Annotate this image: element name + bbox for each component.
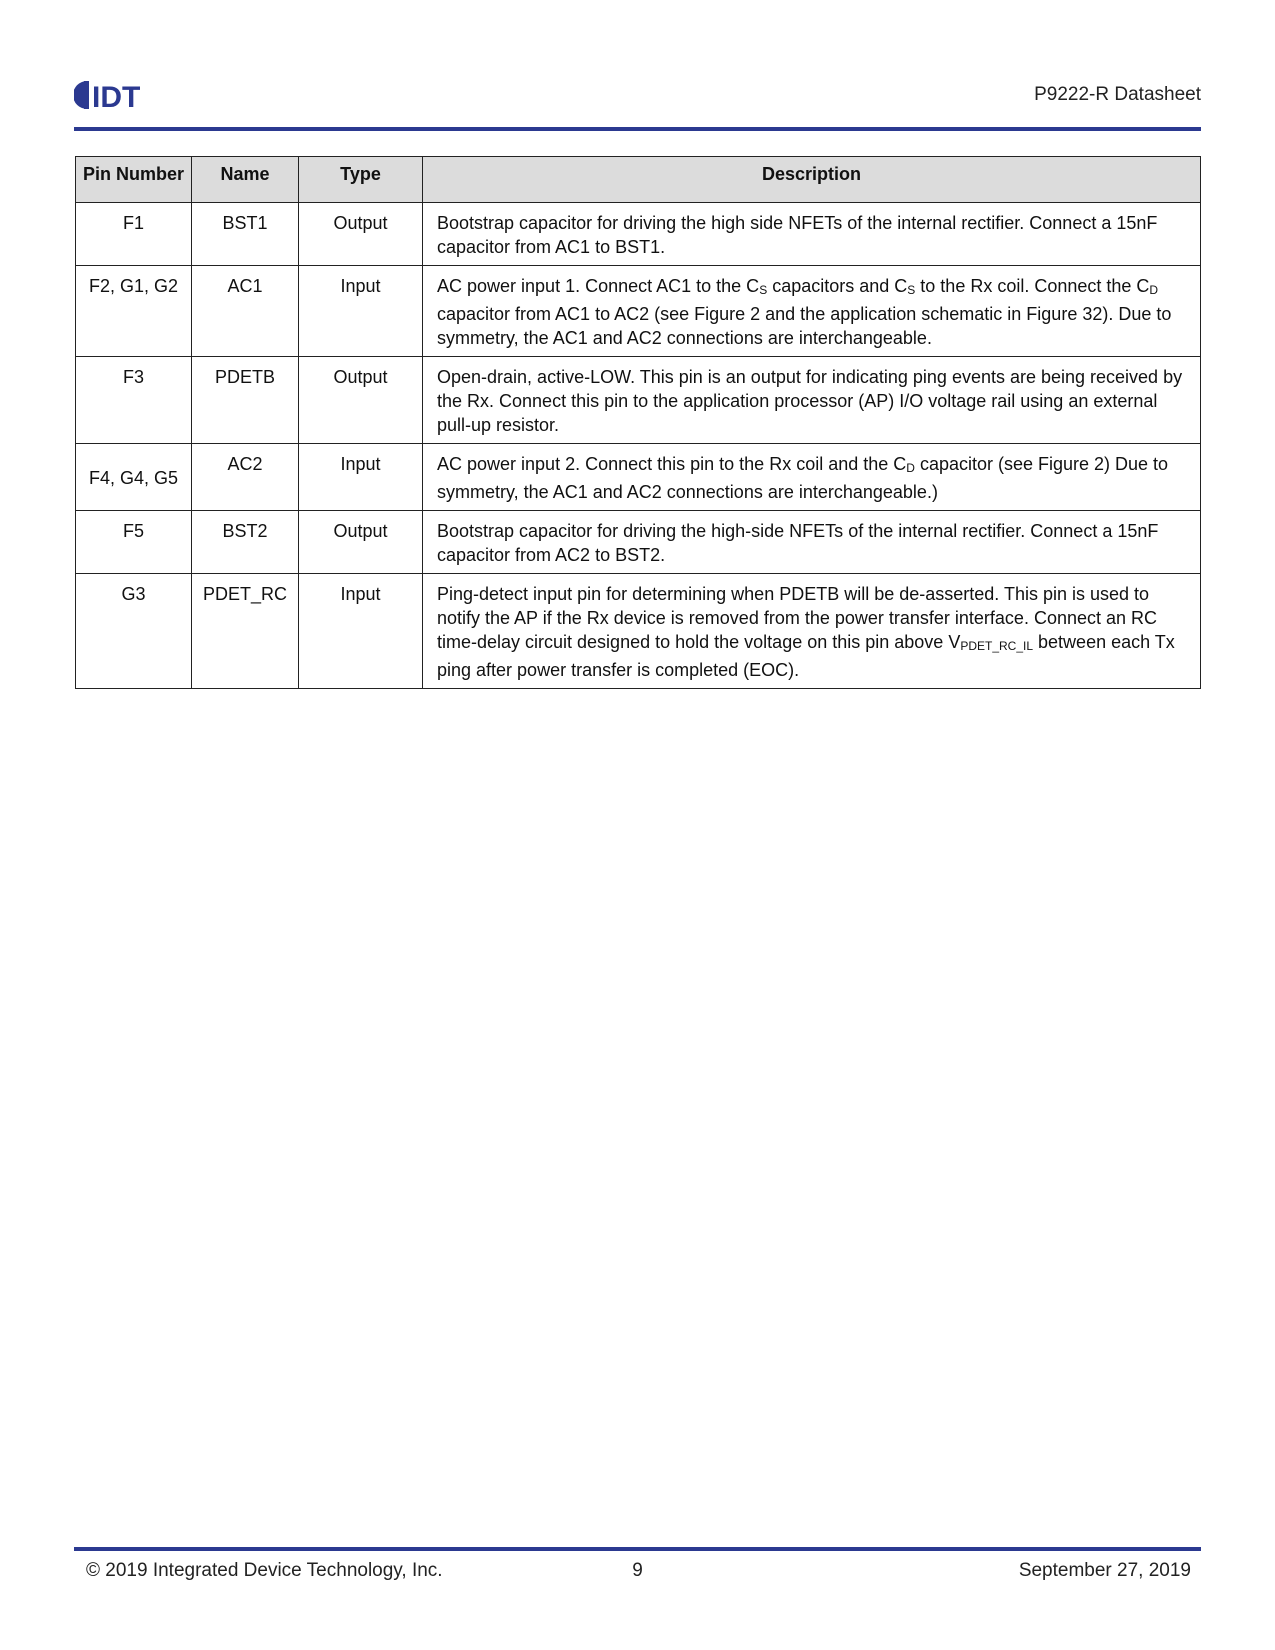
pin-name-cell: PDETB: [192, 357, 299, 444]
publication-date: September 27, 2019: [1018, 1560, 1191, 1581]
pin-type-cell: Input: [299, 444, 423, 511]
table-row: [76, 357, 1201, 444]
pin-number-cell: G3: [76, 574, 192, 689]
pin-number-cell: F3: [76, 357, 192, 444]
pin-description-table: [75, 156, 1201, 689]
column-header-type: Type: [299, 157, 423, 203]
pin-name-cell: PDET_RC: [192, 574, 299, 689]
table-row: [76, 444, 1201, 511]
pin-type-cell: Output: [299, 511, 423, 574]
pin-description-cell: Bootstrap capacitor for driving the high side NFETs of the internal rectifier. Connect a 15nF capacitor from AC1 to BST1.: [423, 203, 1201, 266]
pin-number-cell: F2, G1, G2: [76, 266, 192, 357]
pin-description-cell: AC power input 2. Connect this pin to the Rx coil and the CD capacitor (see Figure 2) Due to symmetry, the AC1 and AC2 connections are interchangeable.): [423, 444, 1201, 511]
pin-number-cell: F5: [76, 511, 192, 574]
pin-name-cell: BST1: [192, 203, 299, 266]
column-header-pin-number: Pin Number: [76, 157, 192, 203]
pin-type-cell: Output: [299, 357, 423, 444]
table-header-row: [76, 157, 1201, 203]
table-row: [76, 203, 1201, 266]
pin-type-cell: Output: [299, 203, 423, 266]
column-header-description: Description: [423, 157, 1201, 203]
header-rule: [74, 127, 1201, 131]
pin-description-cell: AC power input 1. Connect AC1 to the CS capacitors and CS to the Rx coil. Connect the CD capacitor from AC1 to AC2 (see Figure 2 and the application schematic in Figure 32). Due to symmetry, the AC1 and AC2 connections are interchangeable.: [423, 266, 1201, 357]
logo-text: IDT: [92, 81, 141, 110]
pin-description-cell: Open-drain, active-LOW. This pin is an output for indicating ping events are being received by the Rx. Connect this pin to the application processor (AP) I/O voltage rail using an external pull-up resistor.: [423, 357, 1201, 444]
pin-name-cell: AC2: [192, 444, 299, 511]
page-footer: [74, 1560, 1201, 1590]
table-row: [76, 511, 1201, 574]
pin-description-cell: Bootstrap capacitor for driving the high-side NFETs of the internal rectifier. Connect a 15nF capacitor from AC2 to BST2.: [423, 511, 1201, 574]
pin-number-cell: F1: [76, 203, 192, 266]
page-header: [74, 76, 1201, 132]
footer-rule: [74, 1547, 1201, 1551]
table-row: [76, 574, 1201, 689]
column-header-name: Name: [192, 157, 299, 203]
pin-name-cell: AC1: [192, 266, 299, 357]
pin-number-cell: F4, G4, G5: [76, 444, 192, 511]
page-number: 9: [632, 1560, 643, 1581]
pin-type-cell: Input: [299, 574, 423, 689]
copyright-text: © 2019 Integrated Device Technology, Inc.: [86, 1560, 443, 1581]
table-row: [76, 266, 1201, 357]
pin-type-cell: Input: [299, 266, 423, 357]
document-title: P9222-R Datasheet: [1034, 84, 1201, 105]
pin-description-cell: Ping-detect input pin for determining when PDETB will be de-asserted. This pin is used to notify the AP if the Rx device is removed from the power transfer interface. Connect an RC time-delay circuit designed to hold the voltage on this pin above VPDET_RC_IL between each Tx ping after power transfer is completed (EOC).: [423, 574, 1201, 689]
idt-logo: [74, 80, 164, 110]
pin-name-cell: BST2: [192, 511, 299, 574]
